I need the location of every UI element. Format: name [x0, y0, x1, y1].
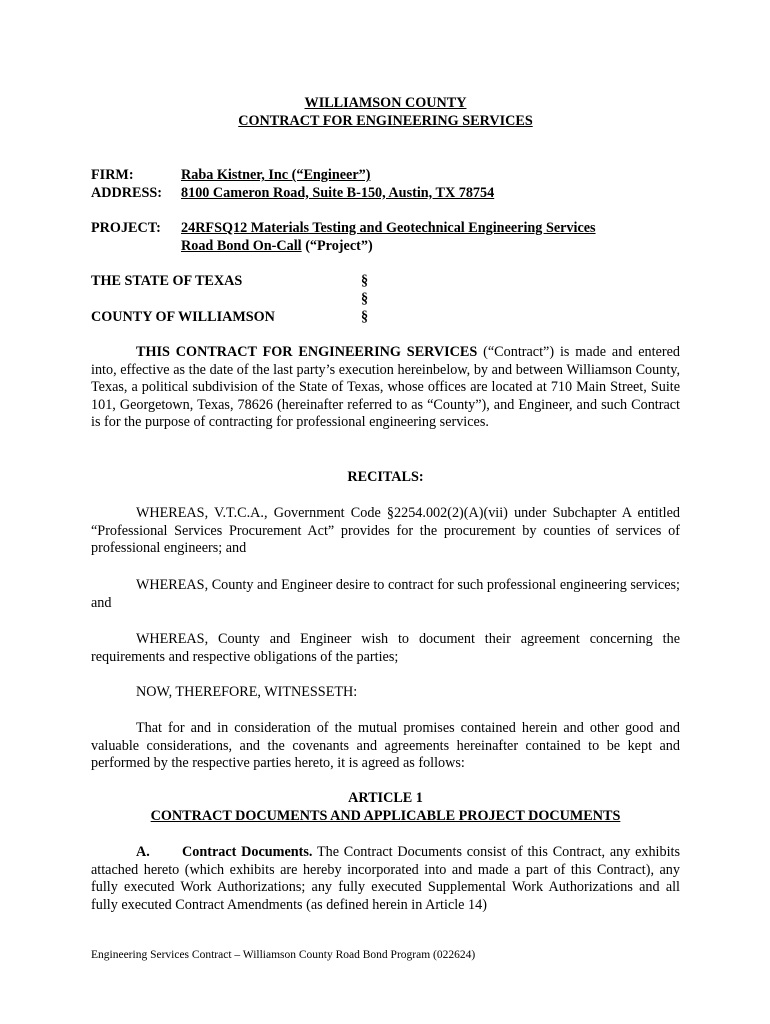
section-a-paragraph: [91, 844, 680, 914]
article-1-title: CONTRACT DOCUMENTS AND APPLICABLE PROJECT DOCUMENTS: [150, 808, 621, 824]
project-line-2-underlined: Road Bond On-Call: [181, 237, 302, 254]
address-row: [91, 185, 680, 203]
recital-1: WHEREAS, V.T.C.A., Government Code §2254.002(2)(A)(vii) under Subchapter A entitled “Professional Services Procurement Act” provides for the procurement by counties of services of professional engineers; and: [91, 505, 680, 557]
address-label: ADDRESS:: [91, 184, 162, 201]
recital-3: WHEREAS, County and Engineer wish to document their agreement concerning the requirements and respective obligations of the parties;: [91, 631, 680, 665]
recitals-heading: RECITALS:: [347, 469, 424, 485]
section-a-letter: A.: [136, 844, 150, 860]
title-line-1: WILLIAMSON COUNTY: [304, 95, 467, 111]
recital-2: WHEREAS, County and Engineer desire to contract for such professional engineering services; and: [91, 577, 680, 611]
project-row: [91, 220, 680, 255]
intro-paragraph: [91, 344, 680, 432]
venue-state: THE STATE OF TEXAS: [91, 273, 243, 289]
page-footer: Engineering Services Contract – Williamson County Road Bond Program (022624): [91, 949, 476, 961]
document-title: [91, 95, 680, 130]
intro-text: (“Contract”) is made and entered into, effective as the date of the last party’s execution hereinbelow, by and between Williamson County, Texas, a political subdivision of the State of Texas, whose offices are located at 710 Main Street, Suite 101, Georgetown, Texas, 78626 (hereinafter referred to as “County”), and Engineer, and such Contract is for the purpose of contracting for professional engineering services.: [91, 344, 681, 431]
venue-county: COUNTY OF WILLIAMSON: [91, 309, 275, 325]
address-value: 8100 Cameron Road, Suite B-150, Austin, TX 78754: [181, 184, 495, 201]
project-info: [91, 220, 680, 255]
recital-4: NOW, THEREFORE, WITNESSETH:: [136, 684, 358, 700]
project-line-2-rest: (“Project”): [301, 237, 373, 254]
firm-row: [91, 167, 680, 185]
project-line-2: [181, 238, 596, 256]
firm-value: Raba Kistner, Inc (“Engineer”): [181, 167, 371, 183]
section-a-text: The Contract Documents consist of this Contract, any exhibits attached hereto (which exhibits are hereby incorporated into and made a part of this Contract), any fully executed Work Authorizations; any fully executed Supplemental Work Authorizations and all fully executed Contract Amendments (as defined herein in Article 14): [91, 844, 680, 913]
firm-label: FIRM:: [91, 167, 134, 183]
article-1-number: ARTICLE 1: [348, 790, 423, 806]
section-a-heading: Contract Documents.: [182, 844, 313, 860]
project-line-1: 24RFSQ12 Materials Testing and Geotechnical Engineering Services: [181, 220, 596, 236]
section-mark-2: §: [361, 291, 369, 307]
section-mark-1: §: [361, 273, 369, 289]
intro-bold: THIS CONTRACT FOR ENGINEERING SERVICES: [136, 344, 478, 360]
party-info: [91, 167, 680, 202]
project-value: [181, 220, 596, 255]
title-line-2: CONTRACT FOR ENGINEERING SERVICES: [238, 112, 533, 129]
section-mark-3: §: [361, 309, 369, 325]
project-label: PROJECT:: [91, 220, 161, 236]
recital-5: That for and in consideration of the mutual promises contained herein and other good and valuable considerations, and the covenants and agreements hereinafter contained to be kept and performed by the respective parties hereto, it is agreed as follows:: [91, 720, 680, 772]
